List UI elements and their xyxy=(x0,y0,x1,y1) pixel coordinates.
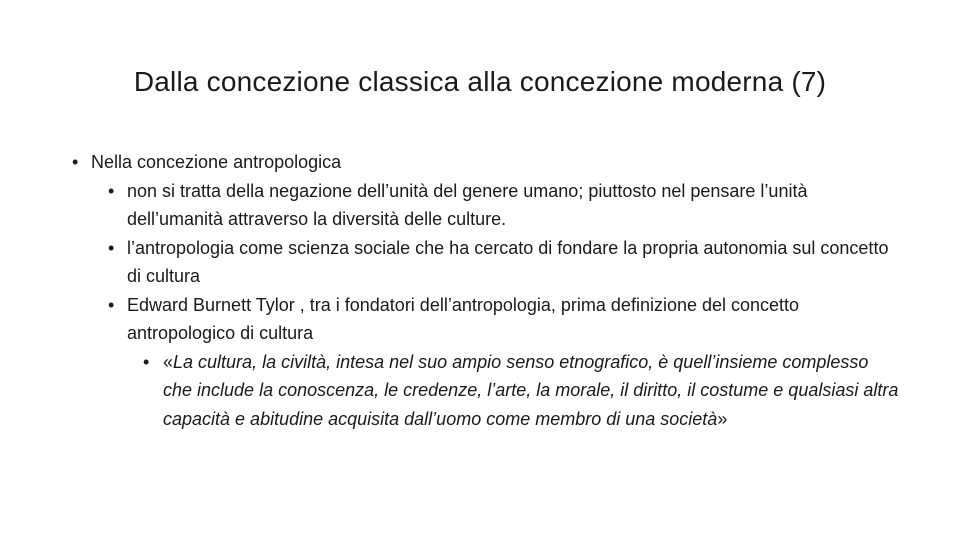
bullet-item-scienza-sociale xyxy=(72,234,902,291)
bullet-item-antropologica xyxy=(72,148,902,177)
quote-close-mark: » xyxy=(717,408,728,429)
bullet-text: Edward Burnett Tylor , tra i fondatori dell’antropologia, prima definizione del concetto antropologico di cultura xyxy=(127,294,800,343)
bullet-text: Nella concezione antropologica xyxy=(91,152,342,172)
bullet-item-tylor-quote xyxy=(72,348,902,434)
bullet-dot-icon: • xyxy=(143,351,150,372)
slide-title: Dalla concezione classica alla concezione moderna (7) xyxy=(133,66,827,97)
tylor-definition-quote: La cultura, la civiltà, intesa nel suo ampio senso etnografico, è quell’insieme complesso che include la conoscenza, le credenze, l’arte, la morale, il diritto, il costume e qualsiasi altra capacità e abitudine acquisita dall’uomo come membro di una società xyxy=(163,351,899,429)
quote-open-mark: « xyxy=(163,351,174,372)
bullet-dot-icon: • xyxy=(108,180,115,201)
bullet-text: non si tratta della negazione dell’unità del genere umano; piuttosto nel pensare l’unità dell’umanità attraverso la diversità delle culture. xyxy=(127,180,808,229)
bullet-item-tylor xyxy=(72,291,902,348)
bullet-dot-icon: • xyxy=(108,237,115,258)
bullet-dot-icon: • xyxy=(108,294,115,315)
bullet-item-unita-genere-umano xyxy=(72,177,902,234)
bullet-dot-icon: • xyxy=(72,152,79,172)
bullet-text: l’antropologia come scienza sociale che ha cercato di fondare la propria autonomia sul concetto di cultura xyxy=(127,237,889,286)
slide-body xyxy=(72,148,902,433)
